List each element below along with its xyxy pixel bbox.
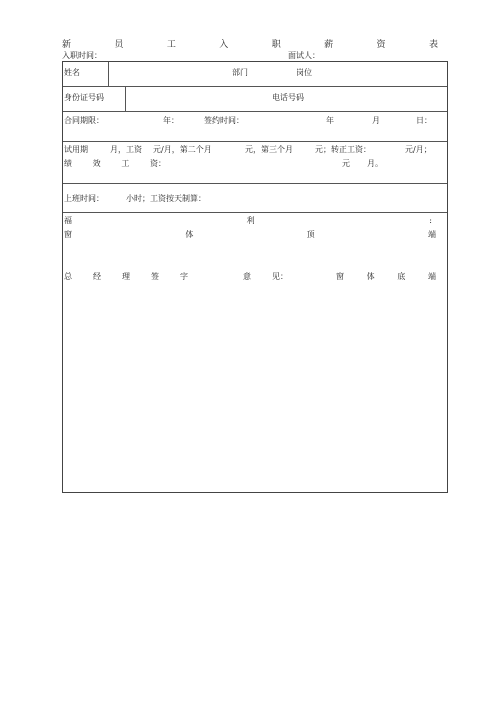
work-hours-label: 上班时间： bbox=[64, 194, 104, 203]
column-divider bbox=[108, 62, 109, 86]
marker-char: 体 bbox=[185, 230, 194, 239]
marker-char: 底 bbox=[397, 272, 406, 281]
interviewer-label: 面试人： bbox=[288, 51, 320, 60]
marker-char: 体 bbox=[366, 272, 375, 281]
sig-char: 经 bbox=[93, 272, 101, 281]
page-title bbox=[62, 40, 438, 50]
contract-year-label: 年： bbox=[163, 116, 179, 125]
perf-char: 绩 bbox=[64, 159, 72, 168]
opinion-char: 意 bbox=[243, 272, 251, 281]
probation-label: 试用期 bbox=[64, 145, 88, 154]
entry-time-label: 入职时间： bbox=[62, 51, 102, 60]
column-divider bbox=[125, 86, 126, 111]
row-divider bbox=[63, 212, 447, 213]
marker-char: 窗 bbox=[64, 230, 72, 239]
row-divider bbox=[63, 183, 447, 184]
opinion-char: 见： bbox=[272, 272, 288, 281]
sig-char: 总 bbox=[64, 272, 72, 281]
row-divider bbox=[63, 141, 447, 142]
marker-char: 顶 bbox=[306, 230, 315, 239]
phone-label: 电话号码 bbox=[272, 93, 304, 102]
welfare-char: 利 bbox=[246, 216, 255, 225]
welfare-char: : bbox=[429, 216, 432, 225]
title-char: 职 bbox=[271, 40, 281, 50]
sig-char: 理 bbox=[122, 272, 130, 281]
form-top-marker bbox=[64, 230, 436, 240]
title-char: 表 bbox=[428, 40, 438, 50]
sign-time-label: 签约时间： bbox=[204, 116, 244, 125]
sign-day-label: 日： bbox=[416, 116, 432, 125]
sig-char: 签 bbox=[151, 272, 159, 281]
title-char: 新 bbox=[62, 40, 72, 50]
regular-unit-label: 元/月； bbox=[405, 145, 432, 154]
position-label: 岗位 bbox=[296, 68, 312, 77]
welfare-label bbox=[64, 216, 432, 226]
second-month-label: 元/月，第二个月 bbox=[153, 145, 212, 154]
performance-month-label: 月。 bbox=[367, 159, 383, 168]
perf-char: 效 bbox=[92, 159, 101, 168]
form-bottom-marker bbox=[336, 272, 436, 282]
title-char: 员 bbox=[114, 40, 124, 50]
department-label: 部门 bbox=[232, 68, 248, 77]
performance-yuan-label: 元 bbox=[342, 159, 350, 168]
marker-char: 端 bbox=[427, 272, 436, 281]
sig-char: 字 bbox=[180, 272, 188, 281]
marker-char: 端 bbox=[427, 230, 436, 239]
title-char: 入 bbox=[219, 40, 229, 50]
manager-signature-label bbox=[64, 272, 188, 282]
sign-month-label: 月 bbox=[372, 116, 380, 125]
third-month-label: 元，第三个月 bbox=[245, 145, 293, 154]
marker-char: 窗 bbox=[336, 272, 344, 281]
title-char: 工 bbox=[166, 40, 176, 50]
row-divider bbox=[63, 86, 447, 87]
sign-year-label: 年 bbox=[326, 116, 334, 125]
perf-char: 资： bbox=[149, 159, 166, 168]
performance-salary-label bbox=[64, 159, 166, 169]
hours-rule-label: 小时；工资按天制算： bbox=[126, 194, 206, 203]
title-char: 资 bbox=[376, 40, 386, 50]
perf-char: 工 bbox=[121, 159, 130, 168]
id-number-label: 身份证号码 bbox=[64, 93, 104, 102]
contract-period-label: 合同期限： bbox=[64, 116, 104, 125]
welfare-char: 福 bbox=[64, 216, 72, 225]
regular-salary-label: 元；转正工资： bbox=[315, 145, 371, 154]
row-divider bbox=[63, 111, 447, 112]
probation-salary-label: 月，工资 bbox=[110, 145, 142, 154]
title-char: 薪 bbox=[324, 40, 334, 50]
name-label: 姓名 bbox=[64, 68, 80, 77]
